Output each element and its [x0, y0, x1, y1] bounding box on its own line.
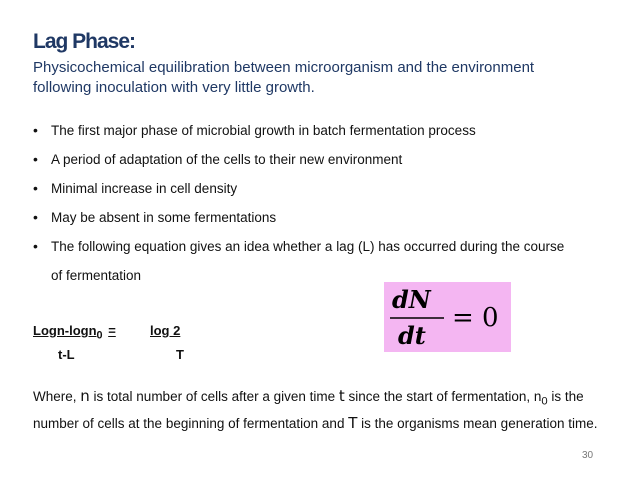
equation-left-denominator: t-L [58, 347, 75, 362]
definition-paragraph [33, 386, 609, 434]
bullet-continuation: of fermentation [51, 268, 142, 283]
formula-image [384, 282, 511, 352]
bullet-text: The following equation gives an idea whether a lag (L) has occurred during the course [51, 239, 565, 254]
page-number: 30 [582, 450, 594, 461]
where-text: since the start of fermentation, n [344, 389, 542, 404]
equation-left-numerator-text: Logn-logn [33, 323, 97, 338]
equation-subscript: 0 [96, 329, 103, 342]
where-text: is total number of cells after a given time [89, 389, 339, 404]
bullet-text: The first major phase of microbial growth in batch fermentation process [51, 123, 476, 138]
where-text: Where, [33, 389, 81, 404]
bullet-text: Minimal increase in cell density [51, 181, 238, 196]
bullet-text: May be absent in some fermentations [51, 210, 277, 225]
bullet-item [33, 174, 623, 203]
symbol-n: n [80, 387, 90, 405]
slide-subtitle: Physicochemical equilibration between microorganism and the environment following inoculation with very little growth. [33, 59, 535, 96]
bullet-item [33, 203, 623, 232]
bullet-list [33, 116, 623, 290]
formula-rhs: = 0 [452, 303, 499, 333]
where-subscript: 0 [541, 395, 548, 408]
bullet-item [33, 145, 623, 174]
formula-denominator: dt [398, 321, 426, 350]
equation-numerator-row [33, 323, 181, 342]
formula-numerator: dN [392, 285, 431, 314]
equation-left-numerator [33, 323, 103, 342]
where-text: is the number of cells at the beginning of fermentation and [33, 389, 584, 431]
equation-right-numerator: log 2 [150, 323, 181, 338]
equation-equals: = [108, 323, 116, 338]
bullet-item [33, 116, 623, 145]
bullet-item [33, 232, 623, 290]
bullet-text: A period of adaptation of the cells to their new environment [51, 152, 403, 167]
symbol-T: T [348, 413, 358, 432]
where-text: is the organisms mean generation time. [357, 415, 598, 431]
formula-svg [384, 282, 511, 352]
equation-right-denominator: T [176, 347, 184, 362]
slide-title: Lag Phase: [33, 30, 136, 53]
symbol-t: t [338, 387, 345, 405]
